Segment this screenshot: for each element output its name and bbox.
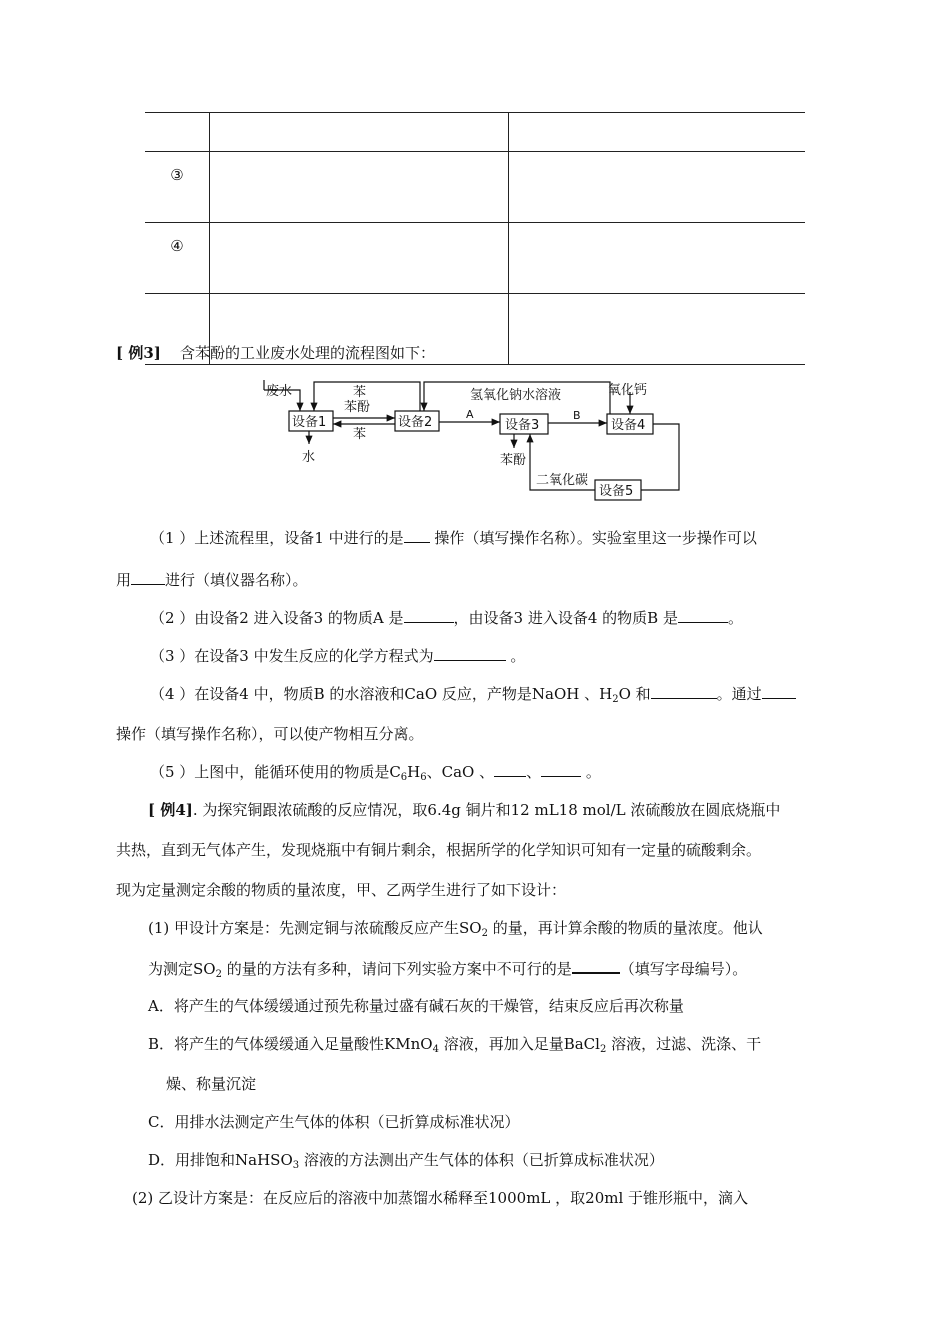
cao-label: 氧化钙 [608, 383, 648, 398]
device3-label: 设备3 [505, 418, 540, 433]
flow-diagram [260, 378, 680, 502]
option-d: D．用排饱和NaHSO$_3$ 溶液的方法测出产生气体的体积（已折算成标准状况） [148, 1151, 664, 1171]
q3-line: （3 ）在设备3 中发生反应的化学方程式为 。 [150, 647, 526, 665]
table-cell [509, 113, 806, 152]
example4-label: [ 例4] [148, 801, 193, 819]
example3-heading [116, 343, 435, 363]
q1-line2: 用 进行（填仪器名称）。 [116, 571, 308, 589]
table-cell [509, 223, 806, 294]
option-a: A．将产生的气体缓缓通过预先称量过盛有碱石灰的干燥管，结束反应后再次称量 [148, 997, 684, 1015]
phenol-out-label: 苯酚 [500, 453, 527, 468]
answer-blank[interactable] [434, 646, 506, 661]
table-cell [509, 152, 806, 223]
answer-blank[interactable] [678, 608, 728, 623]
answer-blank[interactable] [762, 684, 796, 699]
option-b-line2: 燥、称量沉淀 [166, 1075, 257, 1093]
table-cell-num: ③ [145, 152, 210, 223]
table-row [145, 113, 805, 152]
table-cell [210, 223, 509, 294]
water-label: 水 [302, 450, 316, 465]
a-label: A [466, 408, 474, 421]
q1-line1: （1 ）上述流程里，设备1 中进行的是 操作（填写操作名称）。实验室里这一步操作可以 [150, 529, 757, 547]
q5-line: （5 ）上图中，能循环使用的物质是$C_6H_6$、CaO 、 、 。 [150, 763, 601, 783]
answer-blank[interactable] [494, 762, 526, 777]
q2-line: （2 ）由设备2 进入设备3 的物质A 是 ，由设备3 进入设备4 的物质B 是 。 [150, 609, 743, 627]
q4-line1: （4 ）在设备4 中，物质B 的水溶液和CaO 反应，产物是NaOH 、$H_2O$ 和 。通过 [150, 684, 796, 704]
table-cell [509, 294, 806, 365]
benzene-bottom-label: 苯 [353, 427, 367, 442]
answer-table [145, 112, 805, 365]
example4-para2: 共热，直到无气体产生，发现烧瓶中有铜片剩余，根据所学的化学知识可知有一定量的硫酸剩余。 [116, 841, 762, 859]
device5-label: 设备5 [599, 484, 634, 499]
device1-label: 设备1 [292, 415, 327, 430]
example4-para1: [ 例4]. 为探究铜跟浓硫酸的反应情况，取6.4g 铜片和12 mL18 mol/L 浓硫酸放在圆底烧瓶中 [148, 801, 781, 819]
benzene-top-label: 苯 [353, 385, 367, 400]
table-cell-num [145, 113, 210, 152]
answer-blank[interactable] [131, 570, 165, 585]
scheme1-line1: (1) 甲设计方案是：先测定铜与浓硫酸反应产生$SO_2$ 的量，再计算余酸的物质的量浓度。他认 [148, 919, 763, 939]
example3-intro: 含苯酚的工业废水处理的流程图如下： [179, 344, 435, 362]
flow-diagram-svg [260, 378, 680, 502]
wastewater-label: 废水 [266, 384, 293, 399]
example3-label: [ 例3] [116, 344, 161, 362]
table-row [145, 152, 805, 223]
table-cell [210, 152, 509, 223]
table-cell [210, 113, 509, 152]
example4-para3: 现为定量测定余酸的物质的量浓度，甲、乙两学生进行了如下设计： [116, 881, 567, 899]
phenol-label: 苯酚 [344, 400, 371, 415]
table-cell-num: ④ [145, 223, 210, 294]
answer-blank[interactable] [572, 958, 620, 974]
answer-blank[interactable] [651, 684, 717, 699]
answer-blank[interactable] [541, 762, 581, 777]
b-label: B [573, 409, 581, 422]
option-b-line1: B．将产生的气体缓缓通入足量酸性KMnO$_4$ 溶液，再加入足量BaCl$_2$ 溶液，过滤、洗涤、干 [148, 1035, 762, 1055]
q4-line2: 操作（填写操作名称），可以使产物相互分离。 [116, 725, 424, 743]
answer-blank[interactable] [404, 608, 454, 623]
device2-label: 设备2 [398, 415, 433, 430]
option-c: C．用排水法测定产生气体的体积（已折算成标准状况） [148, 1113, 520, 1131]
answer-blank[interactable] [404, 528, 430, 543]
naoh-label: 氢氧化钠水溶液 [470, 388, 562, 403]
scheme2-line: (2) 乙设计方案是：在反应后的溶液中加蒸馏水稀释至1000mL ，取20ml 于锥形瓶中，滴入 [132, 1189, 749, 1207]
table-row [145, 223, 805, 294]
device4-label: 设备4 [611, 418, 646, 433]
scheme1-line2: 为测定$SO_2$ 的量的方法有多种，请问下列实验方案中不可行的是 （填写字母编号）。 [148, 960, 748, 980]
co2-label: 二氧化碳 [536, 473, 589, 488]
